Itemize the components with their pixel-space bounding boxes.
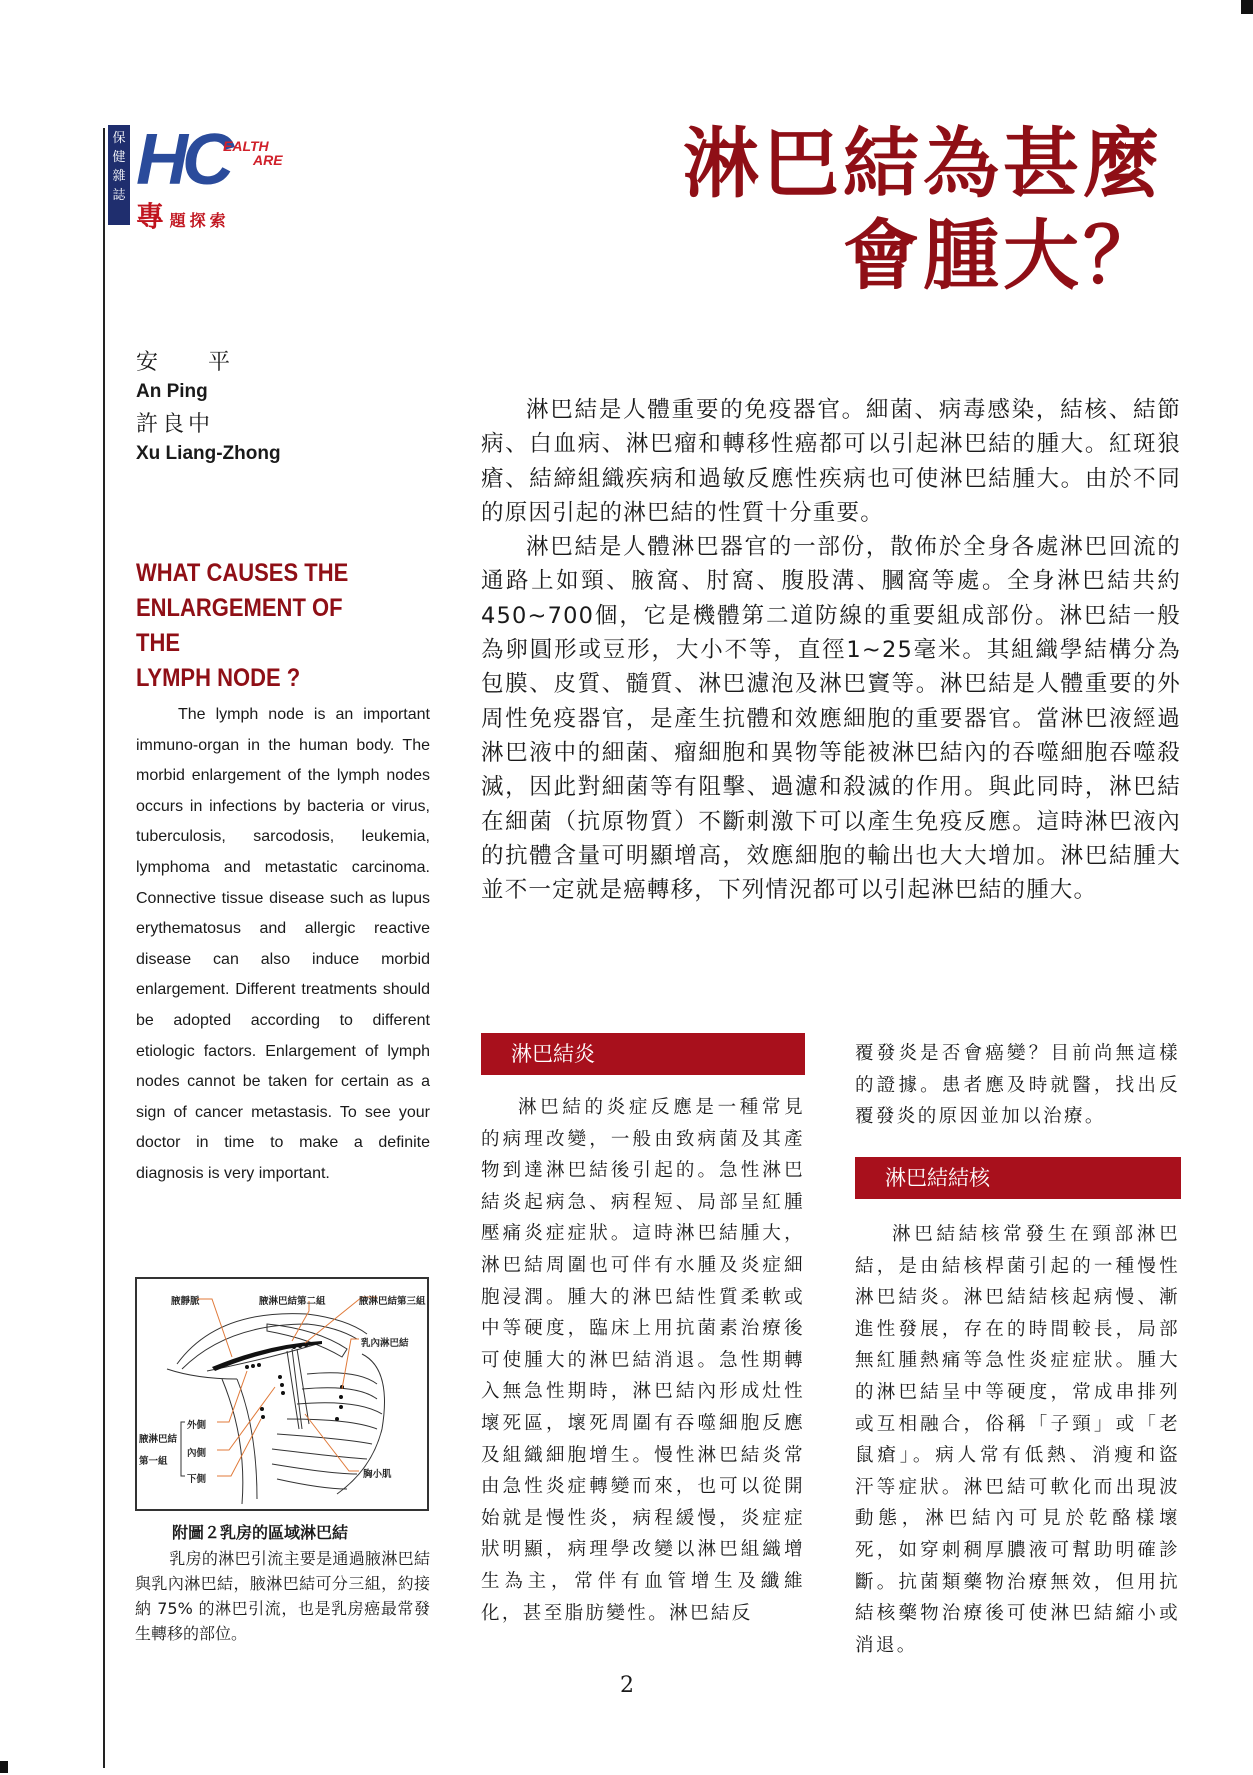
figure-caption-title: 附圖２乳房的區域淋巴結 <box>172 1523 349 1542</box>
article-title: 淋巴結為甚麼 會腫大？ <box>683 119 1163 300</box>
label-group1: 腋淋巴結 第一組 <box>139 1434 178 1467</box>
section-body-continued: 覆發炎是否會癌變？目前尚無這樣的證據。患者應及時就醫，找出反覆發炎的原因並加以治療。 <box>855 1043 1180 1128</box>
section-heading: 淋巴結炎 <box>481 1033 805 1075</box>
page-number: 2 <box>620 1673 634 1698</box>
label-axillary-vein: 腋靜脈 <box>171 1296 200 1307</box>
label-pectoralis-minor: 胸小肌 <box>363 1469 392 1480</box>
intro-text <box>481 393 1181 907</box>
paragraph: 淋巴結是人體淋巴器官的一部份，散佈於全身各處淋巴回流的通路上如頸、腋窩、肘窩、腹股溝、膕窩等處。全身淋巴結共約450~700個，它是機體第二道防線的重要組成部份。淋巴結一般為卵圓形或豆形，大小不等，直徑1~25毫米。其組織學結構分為包膜、皮質、髓質、淋巴濾泡及淋巴竇等。淋巴結是人體重要的外周性免疫器官，是產生抗體和效應細胞的重要器官。當淋巴液經過淋巴液中的細菌、瘤細胞和異物等能被淋巴結內的吞噬細胞吞噬殺滅，因此對細菌等有阻擊、過濾和殺滅的作用。與此同時，淋巴結在細菌（抗原物質）不斷刺激下可以產生免疫反應。這時淋巴液內的抗體含量可明顯增高，效應細胞的輸出也大大增加。淋巴結腫大並不一定就是癌轉移，下列情況都可以引起淋巴結的腫大。 <box>481 534 1181 904</box>
english-heading: WHAT CAUSES THE ENLARGEMENT OF THE LYMPH NODE ? <box>136 559 349 692</box>
author-name-en: An Ping <box>136 381 208 402</box>
section-heading: 淋巴結結核 <box>855 1157 1181 1199</box>
section-label: 專 題探索 <box>136 200 230 233</box>
label-internal-mammary: 乳內淋巴結 <box>361 1338 409 1349</box>
margin-rule <box>103 128 105 1768</box>
label-lateral: 外側 <box>187 1420 207 1431</box>
logo-mark-sub: EALTH ARE <box>223 138 283 168</box>
label-group3: 腋淋巴結第三組 <box>359 1296 426 1307</box>
author-name-cn: 安 平 <box>136 350 245 375</box>
label-medial: 內側 <box>187 1448 207 1459</box>
english-abstract: The lymph node is an important immuno-organ in the human body. The morbid enlargement of the lymph nodes occurs in infections by bacteria or virus, tuberculosis, sarcodosis, leukemia, lymphoma and metastatic carcinoma. Connective tissue disease such as lupus erythematosus and allergic reactive disease can also induce morbid enlargement. Different treatments should be adopted according to different etiologic factors. Enlargement of lymph nodes cannot be taken for certain as a sign of cancer metastasis. To see your doctor in time to make a definite diagnosis is very important. <box>136 706 430 1182</box>
label-inferior: 下側 <box>187 1474 207 1485</box>
section-body: 淋巴結結核常發生在頸部淋巴結，是由結核桿菌引起的一種慢性淋巴結炎。淋巴結結核起病慢、漸進性發展，存在的時間較長，局部無紅腫熱痛等急性炎症症狀。腫大的淋巴結呈中等硬度，常成串排列或互相融合，俗稱「子頸」或「老鼠瘡」。病人常有低熱、消瘦和盜汗等症狀。淋巴結可軟化而出現波動態，淋巴結內可見於乾酪樣壞死，如穿刺稠厚膿液可幫助明確診斷。抗菌類藥物治療無效，但用抗結核藥物治療後可使淋巴結縮小或消退。 <box>855 1224 1180 1656</box>
author-name-en: Xu Liang-Zhong <box>136 443 281 464</box>
figure-caption: 乳房的淋巴引流主要是通過腋淋巴結與乳內淋巴結，腋淋巴結可分三組，約接納 75% 的淋巴引流，也是乳房癌最常發生轉移的部位。 <box>135 1549 430 1643</box>
label-group2: 腋淋巴結第二組 <box>259 1296 326 1307</box>
section-body: 淋巴結的炎症反應是一種常見的病理改變，一般由致病菌及其產物到達淋巴結後引起的。急性淋巴結炎起病急、病程短、局部呈紅腫壓痛炎症症狀。這時淋巴結腫大，淋巴結周圍也可伴有水腫及炎症細胞浸潤。腫大的淋巴結性質柔軟或中等硬度，臨床上用抗菌素治療後可使腫大的淋巴結消退。急性期轉入無急性期時，淋巴結內形成灶性壞死區，壞死周圍有吞噬細胞反應及組織細胞增生。慢性淋巴結炎常由急性炎症轉變而來，也可以從開始就是慢性炎，病程緩慢，炎症症狀明顯，病理學改變以淋巴組織增生為主，常伴有血管增生及纖維化，甚至脂肪變性。淋巴結反 <box>481 1097 805 1624</box>
magazine-logo <box>108 120 298 233</box>
author-name-cn: 許良中 <box>136 412 215 437</box>
scan-mark <box>1241 0 1253 14</box>
author-list <box>136 348 281 472</box>
anatomy-figure <box>135 1277 429 1511</box>
paragraph: 淋巴結是人體重要的免疫器官。細菌、病毒感染，結核、結節病、白血病、淋巴瘤和轉移性癌都可以引起淋巴結的腫大。紅斑狼瘡、結締組織疾病和過敏反應性疾病也可使淋巴結腫大。由於不同的原因引起的淋巴結的性質十分重要。 <box>481 397 1181 526</box>
logo-mark: HC <box>136 120 228 200</box>
scan-mark <box>0 1761 8 1773</box>
logo-vertical-label: 保 健 雜 誌 <box>108 125 130 225</box>
